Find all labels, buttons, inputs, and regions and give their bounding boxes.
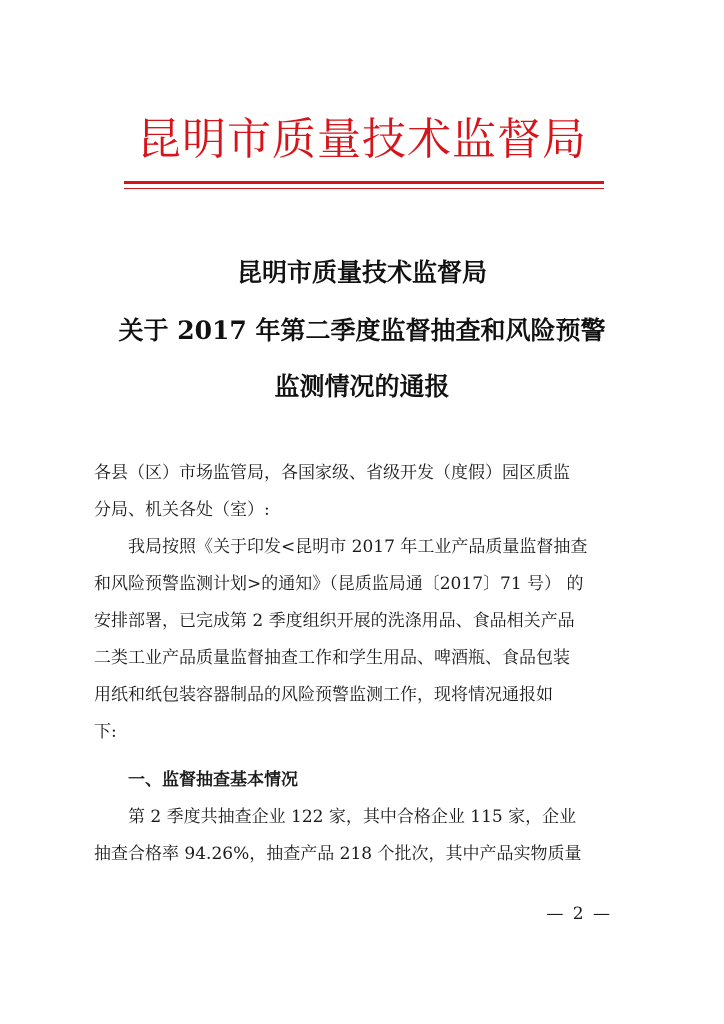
section-heading: 一、监督抽查基本情况 — [128, 770, 298, 790]
paragraph-line: 下: — [94, 722, 117, 742]
document-title-line-3: 监测情况的通报 — [274, 372, 450, 401]
letterhead-org-name: 昆明市质量技术监督局 — [137, 114, 587, 165]
letterhead-red-rule-thin — [124, 188, 604, 189]
letterhead-red-rule-thick — [124, 181, 604, 184]
paragraph-line: 抽查合格率 94.26%，抽查产品 218 个批次，其中产品实物质量 — [94, 844, 582, 864]
paragraph-line: 安排部署，已完成第 2 季度组织开展的洗涤用品、食品相关产品 — [94, 611, 575, 631]
document-title-line-1: 昆明市质量技术监督局 — [236, 258, 487, 287]
addressee-line: 分局、机关各处（室）: — [94, 500, 270, 520]
addressee-line: 各县（区）市场监管局，各国家级、省级开发（度假）园区质监 — [94, 463, 570, 483]
body-paragraph-1 — [94, 529, 634, 751]
paragraph-line: 二类工业产品质量监督抽查工作和学生用品、啤酒瓶、食品包装 — [94, 648, 570, 668]
page-number: — 2 — — [546, 904, 612, 924]
addressee-block — [94, 455, 634, 529]
document-title-line-2: 关于 2017 年第二季度监督抽查和风险预警 — [118, 316, 606, 345]
paragraph-line: 我局按照《关于印发<昆明市 2017 年工业产品质量监督抽查 — [128, 537, 588, 557]
paragraph-line: 和风险预警监测计划>的通知》（昆质监局通〔2017〕71 号） 的 — [94, 574, 584, 594]
section-1 — [94, 762, 634, 799]
body-paragraph-2 — [94, 799, 634, 873]
paragraph-line: 用纸和纸包装容器制品的风险预警监测工作，现将情况通报如 — [94, 685, 553, 705]
paragraph-line: 第 2 季度共抽查企业 122 家，其中合格企业 115 家，企业 — [128, 807, 577, 827]
